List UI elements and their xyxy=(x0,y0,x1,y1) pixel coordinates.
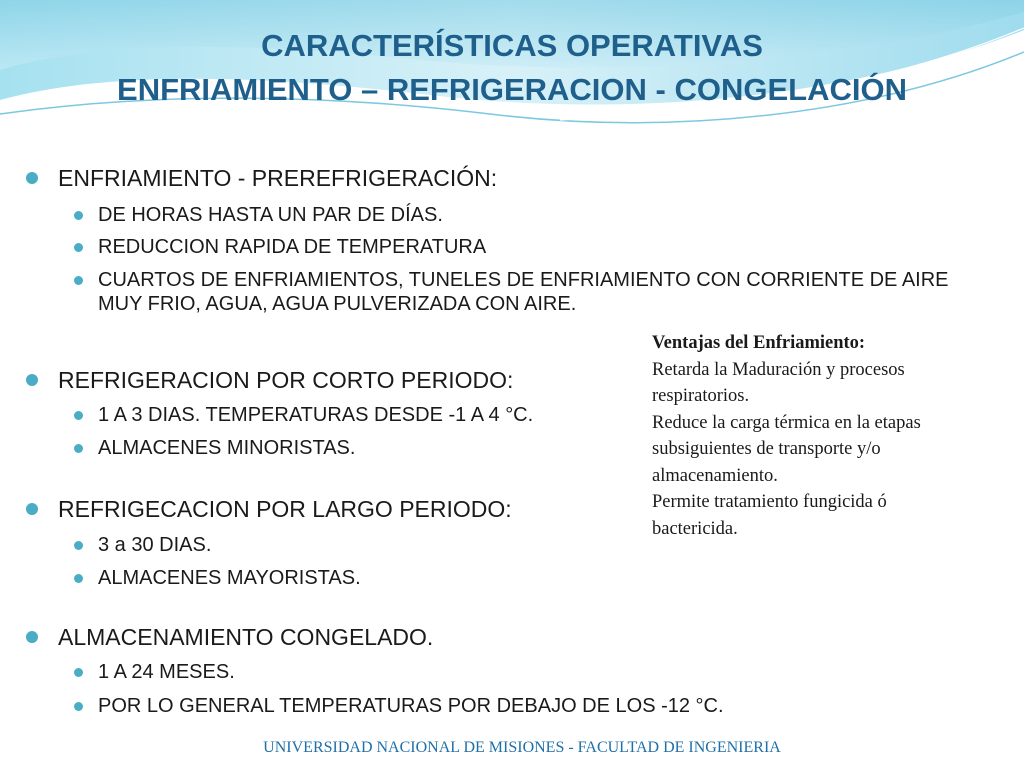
note-title: Ventajas del Enfriamiento: xyxy=(652,333,866,353)
bullet-icon xyxy=(74,702,83,711)
bullet-icon xyxy=(26,172,38,184)
list-item-text: DE HORAS HASTA UN PAR DE DÍAS. xyxy=(98,204,443,226)
advantages-note xyxy=(652,330,1012,542)
bullet-icon xyxy=(74,243,83,252)
bullet-icon xyxy=(74,574,83,583)
title-line-2: ENFRIAMIENTO – REFRIGERACION - CONGELACIÓN xyxy=(117,72,907,107)
list-item-text: ALMACENES MINORISTAS. xyxy=(98,437,356,459)
list-item xyxy=(98,203,998,227)
note-line: subsiguientes de transporte y/o xyxy=(652,439,881,459)
section-heading-enfriamiento xyxy=(58,164,497,192)
bullet-icon xyxy=(26,374,38,386)
bullet-icon xyxy=(26,631,38,643)
list-item-text: 1 A 24 MESES. xyxy=(98,661,235,683)
list-item xyxy=(98,403,638,427)
bullet-icon xyxy=(74,668,83,677)
note-line: Permite tratamiento fungicida ó xyxy=(652,492,887,512)
list-item xyxy=(98,533,638,557)
list-item xyxy=(98,436,638,460)
slide-footer: UNIVERSIDAD NACIONAL DE MISIONES - FACULTAD DE INGENIERIA xyxy=(263,739,781,756)
bullet-icon xyxy=(26,503,38,515)
list-item-text: REDUCCION RAPIDA DE TEMPERATURA xyxy=(98,236,487,258)
list-item xyxy=(98,268,988,316)
list-item xyxy=(98,694,998,718)
list-item xyxy=(98,566,638,590)
note-line: bactericida. xyxy=(652,518,738,539)
bullet-icon xyxy=(74,276,83,285)
list-item-text: 1 A 3 DIAS. TEMPERATURAS DESDE -1 A 4 °C. xyxy=(98,404,534,426)
section-heading-largo-periodo xyxy=(58,495,512,523)
section-heading-text: ENFRIAMIENTO - PREREFRIGERACIÓN: xyxy=(58,165,498,191)
note-line: almacenamiento. xyxy=(652,465,778,486)
section-heading-congelado xyxy=(58,623,433,651)
list-item-text: POR LO GENERAL TEMPERATURAS POR DEBAJO DE LOS -12 °C. xyxy=(98,695,724,717)
note-line: respiratorios. xyxy=(652,386,750,406)
list-item xyxy=(98,235,998,259)
list-item-text: 3 a 30 DIAS. xyxy=(98,534,212,556)
list-item-text: ALMACENES MAYORISTAS. xyxy=(98,567,361,589)
section-heading-text: ALMACENAMIENTO CONGELADO. xyxy=(58,624,434,650)
bullet-icon xyxy=(74,541,83,550)
note-line: Reduce la carga térmica en la etapas xyxy=(652,412,921,433)
list-item xyxy=(98,660,998,684)
section-heading-text: REFRIGERACION POR CORTO PERIODO: xyxy=(58,367,514,393)
title-line-1: CARACTERÍSTICAS OPERATIVAS xyxy=(261,28,763,63)
list-item-text: CUARTOS DE ENFRIAMIENTOS, TUNELES DE ENFRIAMIENTO CON CORRIENTE DE AIRE MUY FRIO, AGUA, AGUA PULVERIZADA CON AIRE. xyxy=(98,269,949,315)
note-line: Retarda la Maduración y procesos xyxy=(652,359,905,380)
bullet-icon xyxy=(74,444,83,453)
section-heading-corto-periodo xyxy=(58,366,513,394)
section-heading-text: REFRIGECACION POR LARGO PERIODO: xyxy=(58,496,512,522)
bullet-icon xyxy=(74,211,83,220)
bullet-icon xyxy=(74,411,83,420)
